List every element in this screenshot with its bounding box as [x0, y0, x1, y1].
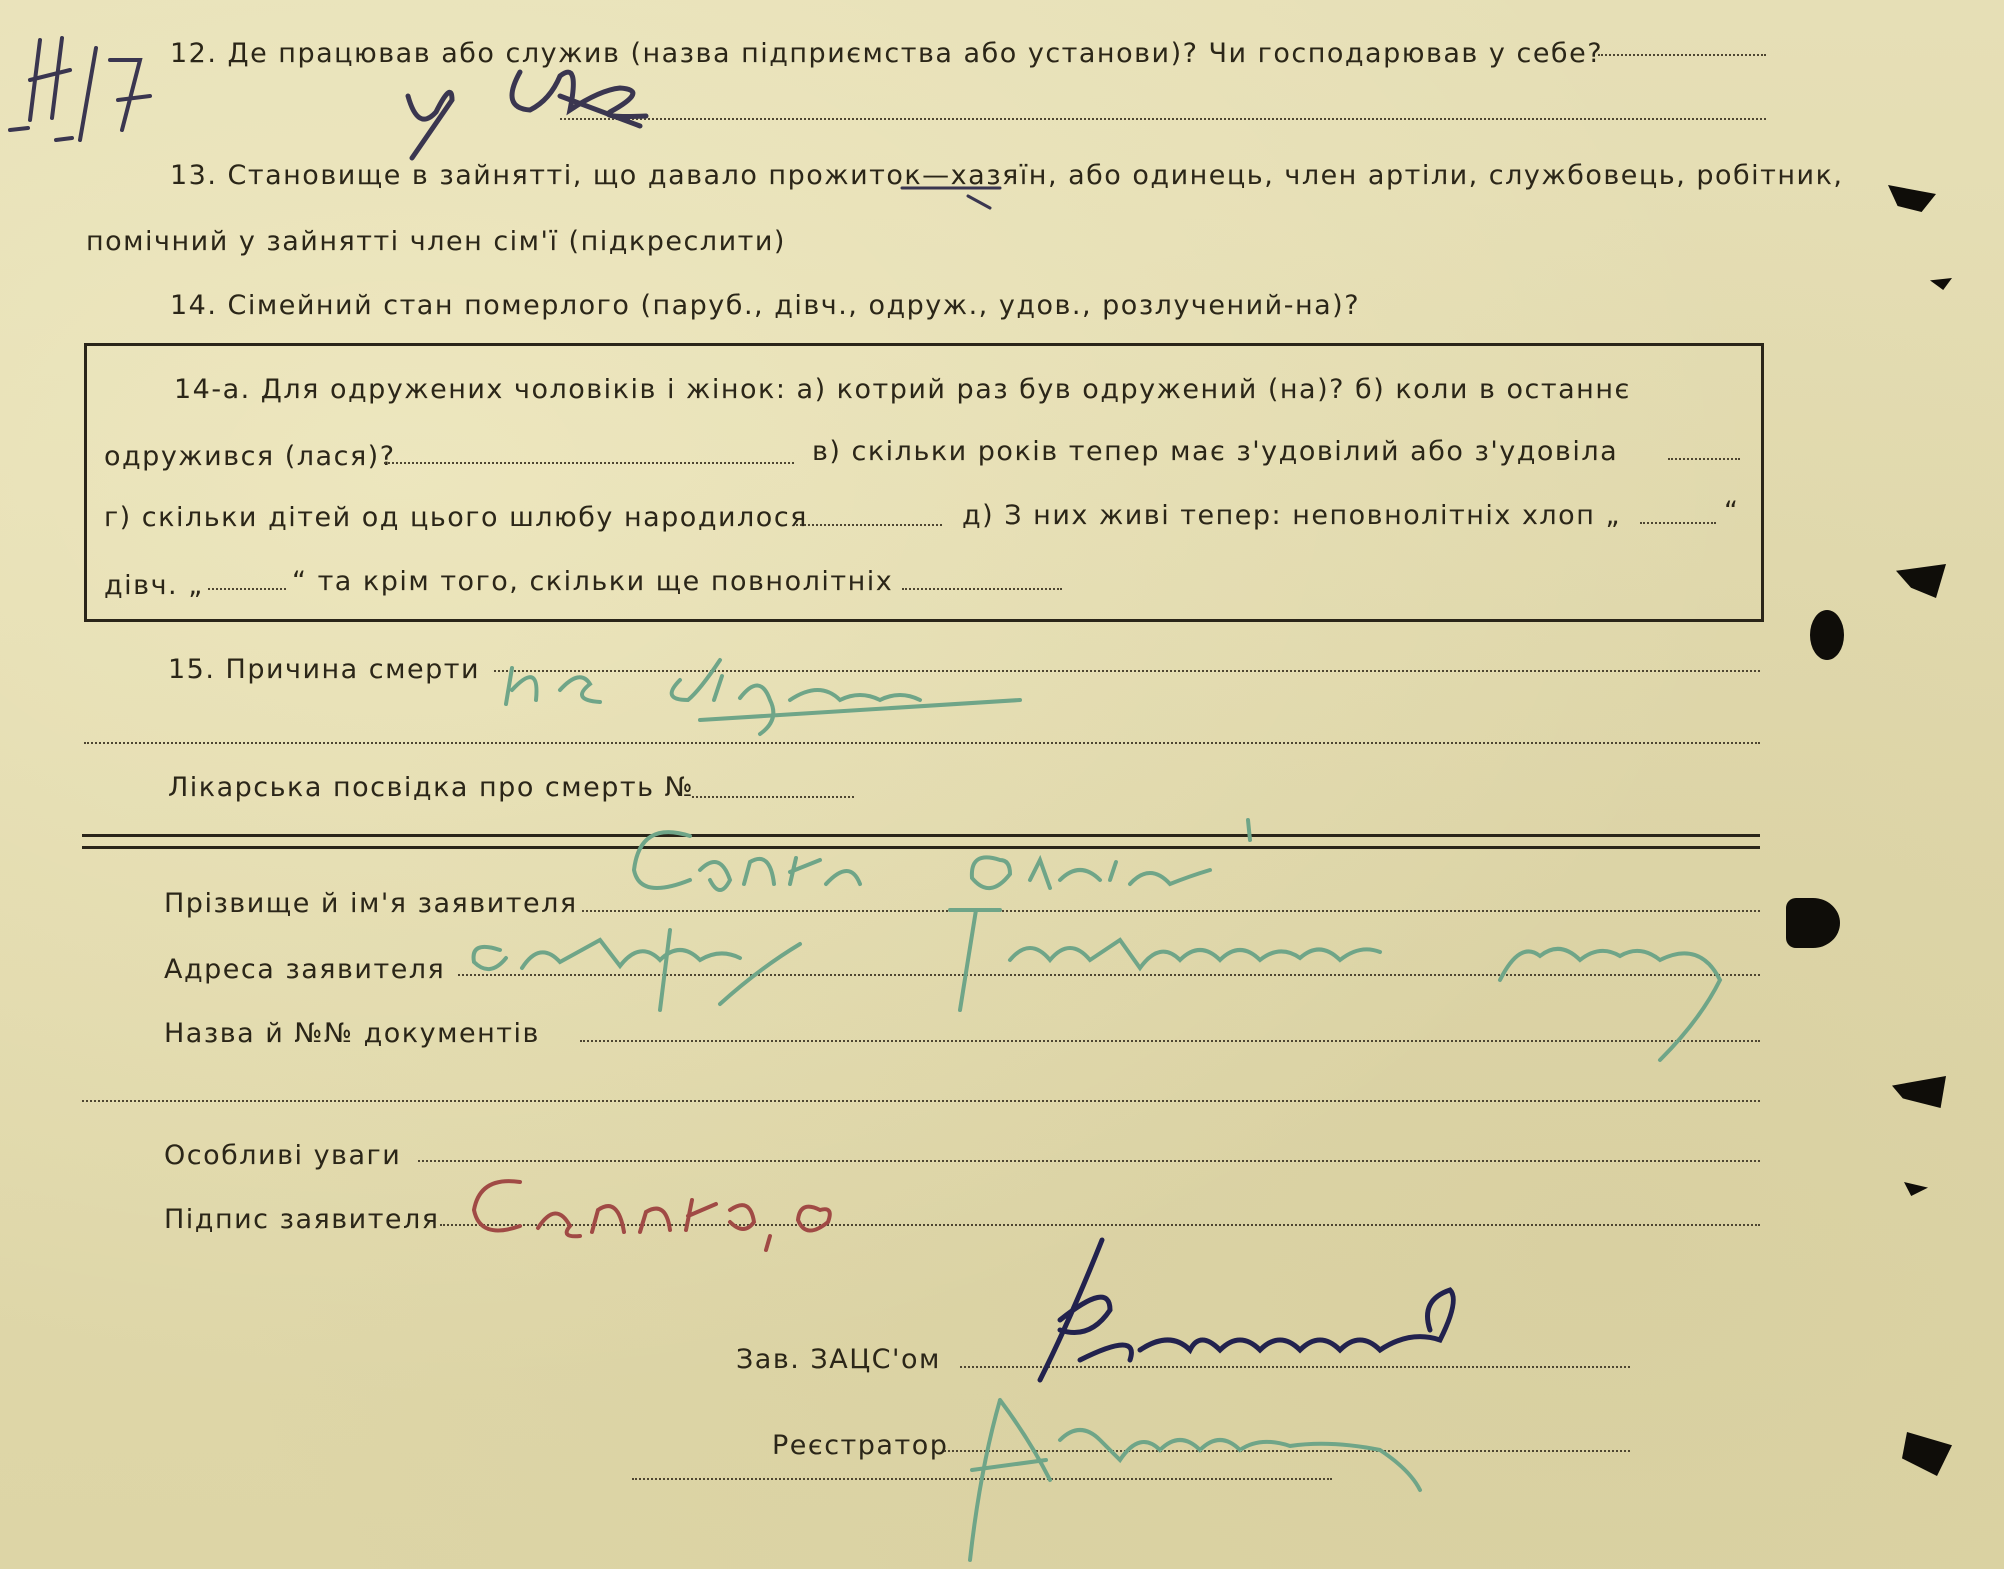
q14a-label-line1: 14-а. Для одружених чоловіків і жінок: а) котрий раз був одружений (на)? б) коли в останнє	[174, 374, 1631, 405]
margin-note-handwriting	[10, 38, 150, 140]
applicant-address-handwriting	[474, 910, 1720, 1060]
q14a-label-line3c: “	[1724, 496, 1740, 527]
head-zags-signature	[1040, 1240, 1453, 1380]
applicant-name-handwriting	[634, 820, 1250, 890]
q12-answer-handwriting	[408, 72, 646, 158]
q14a-last-married-line	[384, 462, 794, 464]
binding-hole	[1810, 610, 1844, 660]
registrar-signature-line	[944, 1450, 1630, 1452]
q14a-minor-girls-line	[208, 588, 286, 590]
paper-tear-mark	[1892, 1076, 1946, 1108]
q14a-minor-boys-line	[1640, 522, 1716, 524]
registrar-signature	[970, 1400, 1420, 1560]
applicant-signature-line	[440, 1224, 1760, 1226]
section-divider-top	[82, 834, 1760, 837]
head-zags-signature-line	[960, 1366, 1630, 1368]
q14a-label-line2b: в) скільки років тепер має з'удовілий або з'удовіла	[812, 436, 1619, 467]
paper-tear-mark	[1904, 1182, 1928, 1196]
q14a-years-widowed-line	[1668, 458, 1740, 460]
paper-tear-mark	[1902, 1432, 1952, 1476]
applicant-name-label: Прізвище й ім'я заявителя	[164, 888, 578, 919]
applicant-address-line	[458, 974, 1760, 976]
medical-certificate-line	[692, 796, 854, 798]
q15-label: 15. Причина смерти	[168, 654, 481, 685]
section-divider-bottom	[82, 846, 1760, 849]
paper-tear-mark	[1888, 182, 1936, 212]
applicant-signature-handwriting	[474, 1181, 830, 1250]
q14a-label-line3a: г) скільки дітей од цього шлюбу народилося	[104, 502, 808, 533]
q14a-label-line4b: “ та крім того, скільки ще повнолітніх	[292, 566, 894, 597]
q13-label-line2: помічний у зайнятті член сім'ї (підкреслити)	[86, 226, 786, 257]
applicant-name-line	[582, 910, 1760, 912]
remarks-label: Особливі уваги	[164, 1140, 402, 1171]
remarks-line	[418, 1160, 1760, 1162]
paper-tear-mark	[1896, 564, 1946, 598]
applicant-address-label: Адреса заявителя	[164, 954, 446, 985]
binding-hole	[1786, 898, 1840, 948]
applicant-signature-label: Підпис заявителя	[164, 1204, 440, 1235]
q12-dotted-line	[1598, 54, 1766, 56]
q12-answer-line	[560, 118, 1766, 120]
registrar-label: Реєстратор	[772, 1430, 949, 1461]
head-zags-label: Зав. ЗАЦС'ом	[736, 1344, 941, 1375]
registrar-line-2	[632, 1478, 1332, 1480]
q14a-label-line3b: д) З них живі тепер: неповнолітніх хлоп „	[962, 500, 1621, 531]
q14-label: 14. Сімейний стан померлого (паруб., дівч., одруж., удов., розлучений-на)?	[170, 290, 1361, 321]
q14a-label-line2a: одружився (лася)?	[104, 441, 396, 472]
q15-answer-line	[494, 670, 1760, 672]
q12-label: 12. Де працював або служив (назва підприємства або установи)? Чи господарював у себе?	[170, 38, 1604, 69]
q14a-label-line4a: дівч. „	[104, 570, 204, 601]
documents-line	[580, 1040, 1760, 1042]
medical-certificate-label: Лікарська посвідка про смерть №	[168, 772, 695, 803]
q14a-adults-line	[902, 588, 1062, 590]
documents-line-2	[82, 1100, 1760, 1102]
q13-label-line1: 13. Становище в зайнятті, що давало прожиток—хазяїн, або одинець, член артіли, службовець, робітник,	[170, 160, 1844, 191]
documents-label: Назва й №№ документів	[164, 1018, 540, 1049]
q14a-children-born-line	[796, 524, 942, 526]
paper-tear-mark	[1930, 278, 1952, 290]
q15-answer-line-2	[84, 742, 1760, 744]
